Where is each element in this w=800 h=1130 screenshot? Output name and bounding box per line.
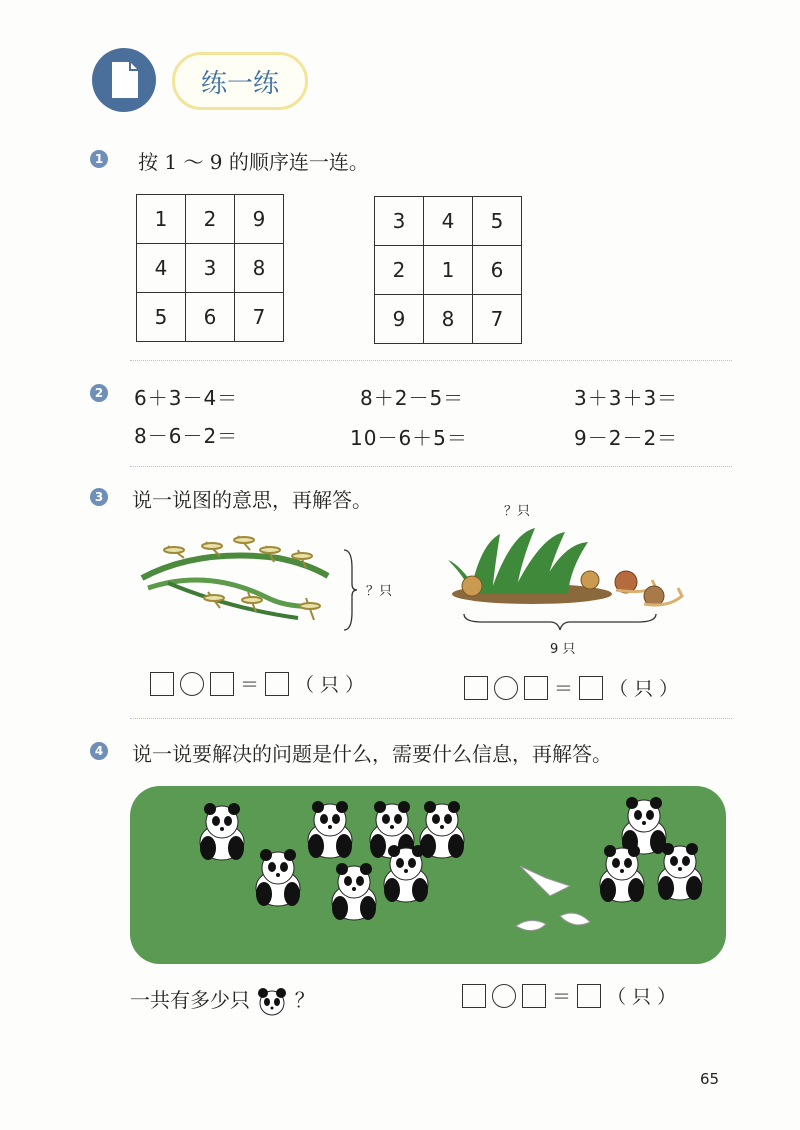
grid-cell[interactable]: 7 <box>473 295 522 344</box>
grid-cell[interactable]: 6 <box>473 246 522 295</box>
q1-grid-left <box>136 194 284 342</box>
section-divider <box>130 360 732 361</box>
document-icon <box>92 48 156 112</box>
unit-label: （ 只 ） <box>295 674 365 696</box>
operator-circle[interactable] <box>494 676 518 700</box>
q3-left-label: ？只 <box>366 584 393 599</box>
grid-cell[interactable]: 2 <box>186 195 235 244</box>
question-number-2: 2 <box>90 384 108 402</box>
q3-right-bottom-label: 9 只 <box>550 642 576 657</box>
expression: 8－6－2＝ <box>134 424 239 448</box>
bottom-brace-icon <box>462 612 658 634</box>
q4-prompt: 说一说要解决的问题是什么，需要什么信息，再解答。 <box>132 742 612 766</box>
section-divider <box>130 718 732 719</box>
grid-cell[interactable]: 7 <box>235 293 284 342</box>
equals-sign: ＝ <box>240 674 260 696</box>
grid-cell[interactable]: 6 <box>186 293 235 342</box>
q4-question <box>130 984 315 1016</box>
dragonfly-illustration <box>138 528 338 638</box>
unit-label: （ 只 ） <box>609 678 679 700</box>
expression: 3＋3＋3＝ <box>574 386 679 410</box>
grid-cell[interactable]: 3 <box>186 244 235 293</box>
expression: 8＋2－5＝ <box>360 386 465 410</box>
answer-box[interactable] <box>522 984 546 1008</box>
operator-circle[interactable] <box>492 984 516 1008</box>
grid-cell[interactable]: 5 <box>137 293 186 342</box>
page-number: 65 <box>700 1070 720 1088</box>
question-number-4: 4 <box>90 742 108 760</box>
q3-answer-right <box>464 674 678 701</box>
section-divider <box>130 466 732 467</box>
answer-box[interactable] <box>579 676 603 700</box>
section-title: 练一练 <box>172 52 308 110</box>
question-number-3: 3 <box>90 488 108 506</box>
grid-cell[interactable]: 1 <box>424 246 473 295</box>
expression: 10－6＋5＝ <box>350 426 468 450</box>
unit-label: （ 只 ） <box>607 986 677 1008</box>
equals-sign: ＝ <box>554 678 574 700</box>
question-number-1: 1 <box>90 150 108 168</box>
grid-cell[interactable]: 3 <box>375 197 424 246</box>
expression: 6＋3－4＝ <box>134 386 239 410</box>
answer-box[interactable] <box>210 672 234 696</box>
answer-box[interactable] <box>150 672 174 696</box>
grid-cell[interactable]: 8 <box>424 295 473 344</box>
expression: 9－2－2＝ <box>574 426 679 450</box>
panda-meadow-illustration <box>130 786 726 964</box>
q4-question-mark: ？ <box>294 988 315 1012</box>
q3-answer-left <box>150 670 364 697</box>
answer-box[interactable] <box>462 984 486 1008</box>
operator-circle[interactable] <box>180 672 204 696</box>
answer-box[interactable] <box>464 676 488 700</box>
equals-sign: ＝ <box>552 986 572 1008</box>
grid-cell[interactable]: 4 <box>424 197 473 246</box>
q4-answer <box>462 982 676 1009</box>
q3-right-top-label: ？只 <box>504 504 531 519</box>
snail-grass-illustration <box>440 524 690 608</box>
grid-cell[interactable]: 8 <box>235 244 284 293</box>
q1-prompt: 按 1 ～ 9 的顺序连一连。 <box>138 150 369 174</box>
grid-cell[interactable]: 9 <box>375 295 424 344</box>
brace-icon <box>342 548 358 632</box>
grid-cell[interactable]: 1 <box>137 195 186 244</box>
answer-box[interactable] <box>524 676 548 700</box>
q4-question-text: 一共有多少只 <box>130 988 250 1012</box>
q1-grid-right <box>374 196 522 344</box>
answer-box[interactable] <box>577 984 601 1008</box>
grid-cell[interactable]: 4 <box>137 244 186 293</box>
header-badge <box>92 48 156 112</box>
answer-box[interactable] <box>265 672 289 696</box>
grid-cell[interactable]: 2 <box>375 246 424 295</box>
panda-face-icon <box>256 988 288 1016</box>
grid-cell[interactable]: 9 <box>235 195 284 244</box>
grid-cell[interactable]: 5 <box>473 197 522 246</box>
q3-prompt: 说一说图的意思，再解答。 <box>132 488 372 512</box>
